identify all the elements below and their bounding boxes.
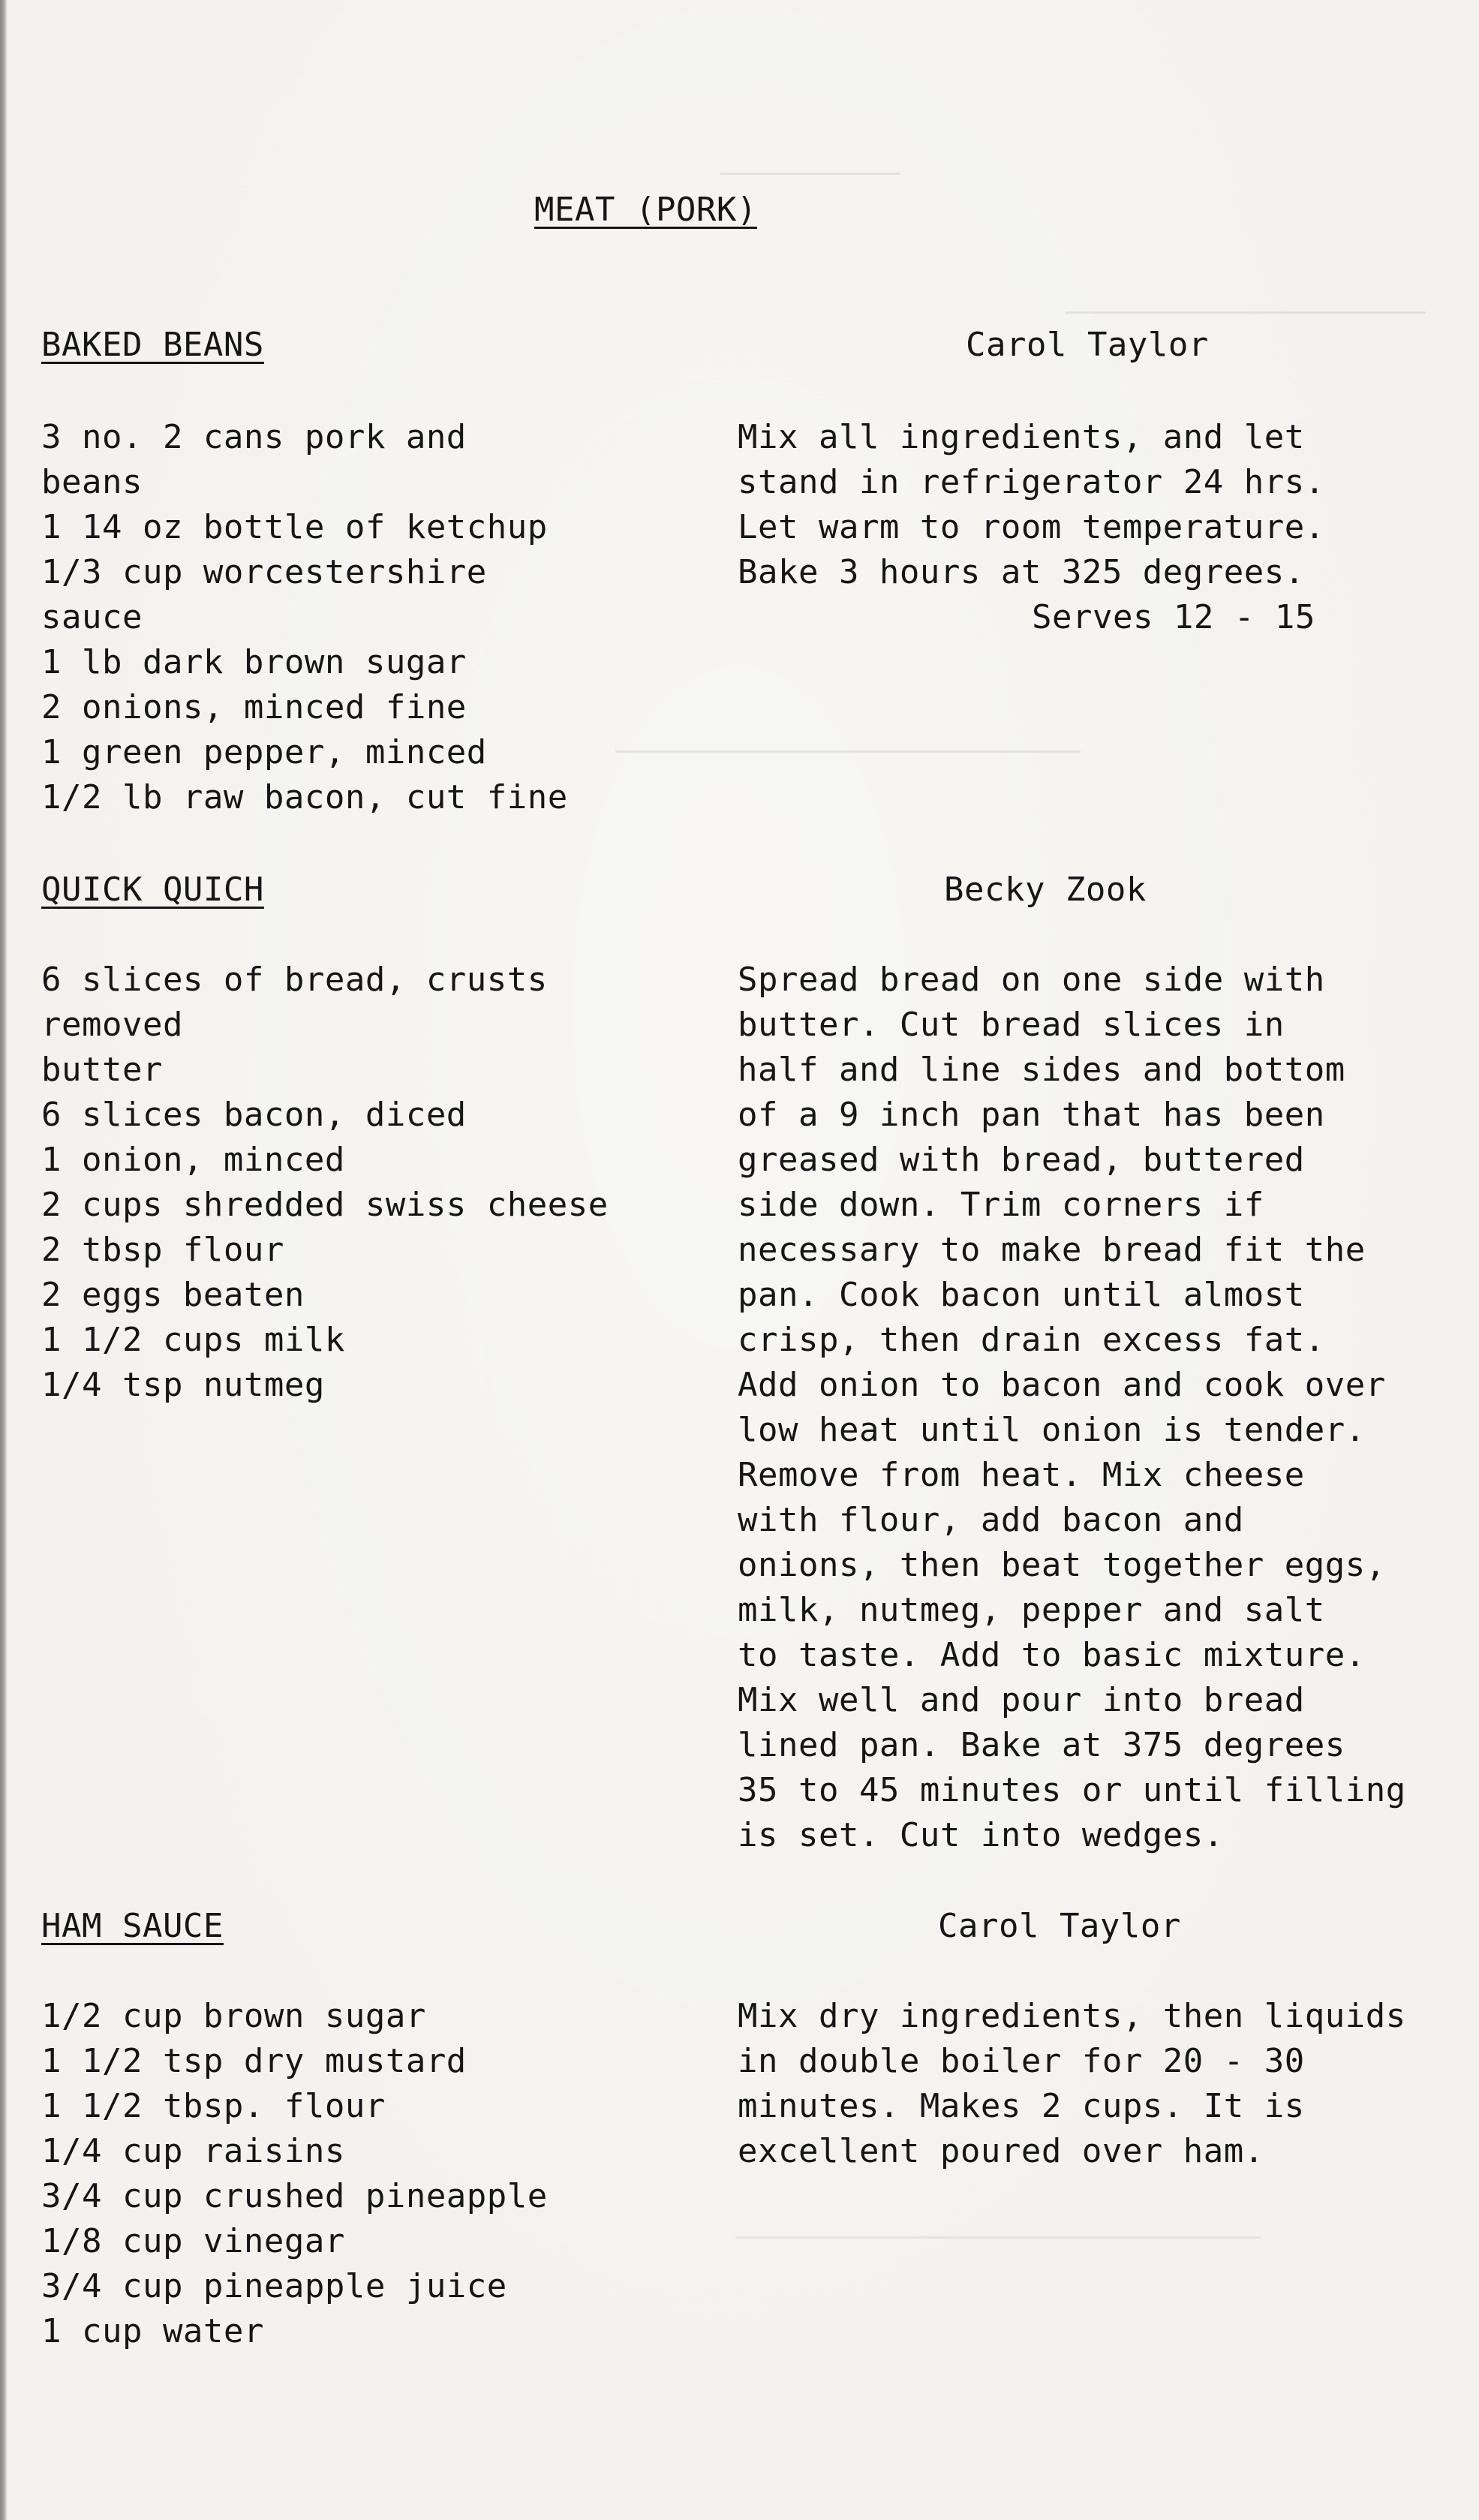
- recipe-title: BAKED BEANS: [41, 326, 264, 364]
- direction-line: 35 to 45 minutes or until filling: [738, 1771, 1406, 1809]
- ingredient: butter: [41, 1051, 163, 1089]
- recipe-author: Carol Taylor: [966, 326, 1209, 364]
- direction-line: Mix well and pour into bread: [738, 1681, 1305, 1719]
- direction-line: excellent poured over ham.: [738, 2132, 1264, 2170]
- ingredient: 1/8 cup vinegar: [41, 2222, 345, 2260]
- ingredient: 1/4 cup raisins: [41, 2132, 345, 2170]
- ingredient-list: [41, 415, 717, 820]
- ingredient: beans: [41, 463, 143, 501]
- recipe-author: Becky Zook: [944, 871, 1147, 909]
- ingredient: 3 no. 2 cans pork and: [41, 418, 467, 456]
- ingredient: 1 green pepper, minced: [41, 733, 487, 771]
- ingredient: 3/4 cup crushed pineapple: [41, 2177, 548, 2215]
- ingredient: 1 onion, minced: [41, 1141, 345, 1179]
- direction-line: of a 9 inch pan that has been: [738, 1096, 1325, 1134]
- direction-line: minutes. Makes 2 cups. It is: [738, 2087, 1305, 2125]
- direction-line: is set. Cut into wedges.: [738, 1816, 1224, 1854]
- direction-line: in double boiler for 20 - 30: [738, 2042, 1305, 2080]
- direction-line: necessary to make bread fit the: [738, 1231, 1366, 1269]
- direction-line: with flour, add bacon and: [738, 1501, 1244, 1539]
- ingredient-list: [41, 958, 717, 1408]
- ingredient: 1 1/2 cups milk: [41, 1321, 345, 1359]
- ingredient: 1 1/2 tbsp. flour: [41, 2087, 386, 2125]
- ingredient: 2 tbsp flour: [41, 1231, 284, 1269]
- ingredient: 2 cups shredded swiss cheese: [41, 1186, 609, 1224]
- page-title: MEAT (PORK): [534, 191, 757, 229]
- direction-line: half and line sides and bottom: [738, 1051, 1345, 1089]
- ingredient: 6 slices bacon, diced: [41, 1096, 467, 1134]
- direction-line: lined pan. Bake at 375 degrees: [738, 1726, 1345, 1764]
- ingredient-list: [41, 1994, 717, 2354]
- directions: [738, 958, 1477, 1858]
- ingredient: 1/3 cup worcestershire: [41, 553, 487, 591]
- direction-line: Bake 3 hours at 325 degrees.: [738, 553, 1305, 591]
- ingredient: 1 1/2 tsp dry mustard: [41, 2042, 467, 2080]
- ingredient: 1/4 tsp nutmeg: [41, 1366, 325, 1404]
- ingredient: sauce: [41, 598, 143, 636]
- ingredient: 1/2 cup brown sugar: [41, 1997, 426, 2035]
- direction-line: Spread bread on one side with: [738, 961, 1325, 999]
- recipe-title: QUICK QUICH: [41, 871, 264, 909]
- ingredient: 1 cup water: [41, 2312, 264, 2350]
- recipe-author: Carol Taylor: [938, 1907, 1181, 1945]
- direction-line: to taste. Add to basic mixture.: [738, 1636, 1366, 1674]
- direction-line: Mix all ingredients, and let: [738, 418, 1305, 456]
- direction-line: butter. Cut bread slices in: [738, 1006, 1285, 1044]
- direction-line: crisp, then drain excess fat.: [738, 1321, 1325, 1359]
- recipe-yield: Serves 12 - 15: [1032, 598, 1315, 636]
- ingredient: 1 lb dark brown sugar: [41, 643, 467, 681]
- ingredient: 1/2 lb raw bacon, cut fine: [41, 778, 568, 816]
- direction-line: Mix dry ingredients, then liquids: [738, 1997, 1406, 2035]
- ingredient: 1 14 oz bottle of ketchup: [41, 508, 548, 546]
- ingredient: 6 slices of bread, crusts: [41, 961, 548, 999]
- direction-line: Let warm to room temperature.: [738, 508, 1325, 546]
- direction-line: milk, nutmeg, pepper and salt: [738, 1591, 1325, 1629]
- recipe-title: HAM SAUCE: [41, 1907, 224, 1945]
- ingredient: removed: [41, 1006, 183, 1044]
- direction-line: onions, then beat together eggs,: [738, 1546, 1386, 1584]
- direction-line: greased with bread, buttered: [738, 1141, 1305, 1179]
- ingredient: 2 eggs beaten: [41, 1276, 305, 1314]
- ingredient: 2 onions, minced fine: [41, 688, 467, 726]
- direction-line: pan. Cook bacon until almost: [738, 1276, 1305, 1314]
- direction-line: stand in refrigerator 24 hrs.: [738, 463, 1325, 501]
- direction-line: Add onion to bacon and cook over: [738, 1366, 1386, 1404]
- directions: [738, 1994, 1477, 2174]
- direction-line: Remove from heat. Mix cheese: [738, 1456, 1305, 1494]
- ingredient: 3/4 cup pineapple juice: [41, 2267, 507, 2305]
- direction-line: low heat until onion is tender.: [738, 1411, 1366, 1449]
- direction-line: side down. Trim corners if: [738, 1186, 1264, 1224]
- directions: [738, 415, 1477, 595]
